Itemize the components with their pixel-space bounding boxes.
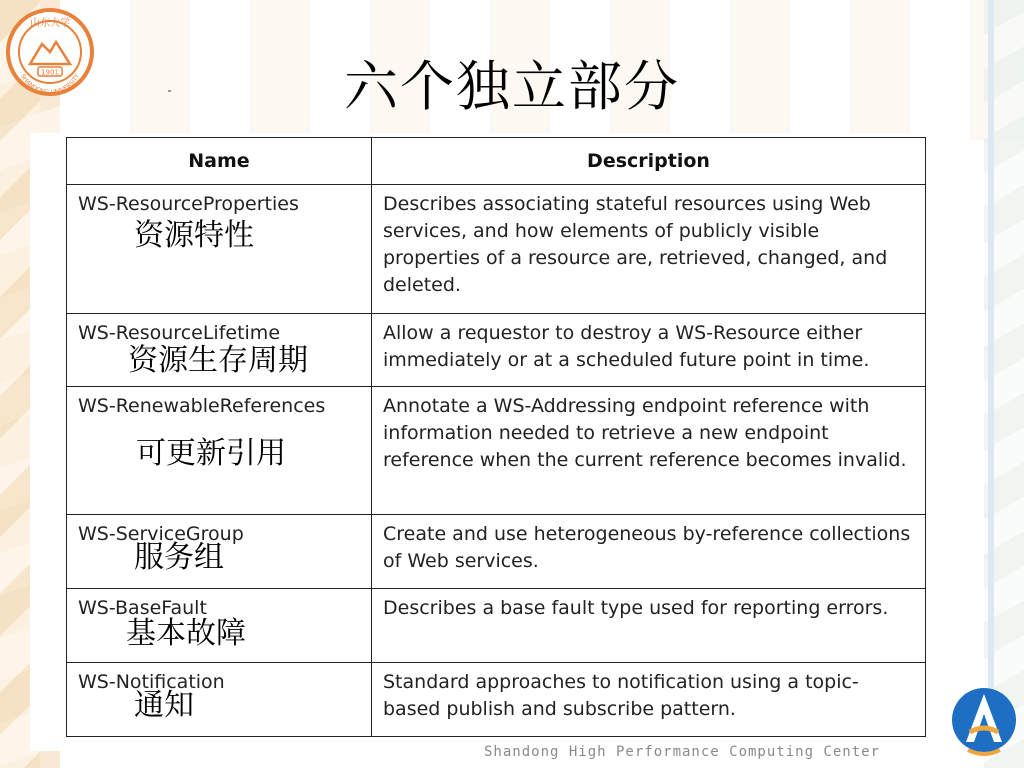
spec-name: WS-ResourceProperties xyxy=(78,193,299,215)
header-name: Name xyxy=(67,138,372,185)
description-cell: Allow a requestor to destroy a WS-Resource either immediately or at a scheduled future point in time. xyxy=(372,314,926,387)
table-row xyxy=(67,387,926,515)
table-header-row xyxy=(67,138,926,185)
description-cell: Create and use heterogeneous by-reference collections of Web services. xyxy=(372,515,926,589)
spec-name: WS-ServiceGroup xyxy=(78,523,244,545)
name-cell xyxy=(67,185,372,314)
table-row xyxy=(67,589,926,663)
table-row xyxy=(67,185,926,314)
description-cell: Describes associating stateful resources using Web services, and how elements of publicly visible properties of a resource are, retrieved, changed, and deleted. xyxy=(372,185,926,314)
description-cell: Standard approaches to notification using a topic-based publish and subscribe pattern. xyxy=(372,663,926,737)
spec-chinese-name: 通知 xyxy=(134,688,194,723)
computing-center-logo xyxy=(948,684,1018,762)
spec-name: WS-RenewableReferences xyxy=(78,395,326,417)
name-cell xyxy=(67,314,372,387)
table-row xyxy=(67,314,926,387)
name-cell xyxy=(67,387,372,515)
table-row xyxy=(67,515,926,589)
seal-top-text: 山东大学 xyxy=(30,18,70,29)
spec-name: WS-BaseFault xyxy=(78,597,207,619)
table-row xyxy=(67,663,926,737)
spec-name: WS-Notification xyxy=(78,671,225,693)
spec-name: WS-ResourceLifetime xyxy=(78,322,281,344)
spec-chinese-name: 资源生存周期 xyxy=(128,343,308,378)
spec-chinese-name: 可更新引用 xyxy=(136,436,286,471)
header-description: Description xyxy=(372,138,926,185)
slide-title: 六个独立部分 xyxy=(344,55,680,118)
spec-chinese-name: 资源特性 xyxy=(134,218,254,253)
spec-chinese-name: 服务组 xyxy=(134,540,224,575)
seal-bottom-text: SHANDONG UNIVERSITY xyxy=(19,72,81,97)
name-cell xyxy=(67,589,372,663)
seal-year: 1901 xyxy=(41,68,59,77)
name-cell xyxy=(67,515,372,589)
description-cell: Annotate a WS-Addressing endpoint reference with information needed to retrieve a new endpoint reference when the current reference becomes invalid. xyxy=(372,387,926,515)
spec-table xyxy=(66,137,926,737)
table-panel xyxy=(30,133,950,751)
footer-center-name: Shandong High Performance Computing Center xyxy=(484,744,881,760)
description-cell: Describes a base fault type used for reporting errors. xyxy=(372,589,926,663)
name-cell xyxy=(67,663,372,737)
spec-chinese-name: 基本故障 xyxy=(126,616,246,651)
